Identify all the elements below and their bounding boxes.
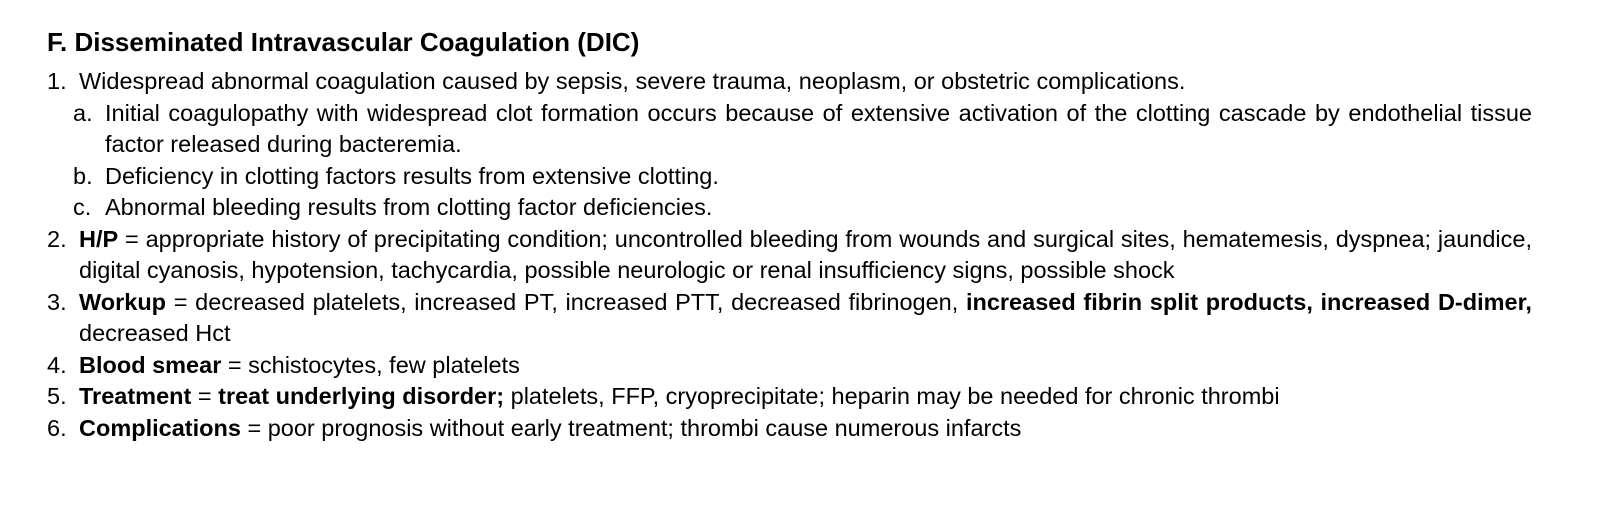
list-item-3 xyxy=(47,287,1532,350)
list-item-1 xyxy=(47,66,1532,98)
sub-item-text: Abnormal bleeding results from clotting factor deficiencies. xyxy=(105,194,713,220)
item-text: decreased platelets, increased PT, increased PTT, decreased fibrinogen, xyxy=(195,288,966,315)
numbered-list xyxy=(47,66,1562,444)
sub-item-text: Deficiency in clotting factors results from extensive clotting. xyxy=(105,162,719,189)
item-number: 3. xyxy=(47,288,67,315)
section-heading: F. Disseminated Intravascular Coagulation (DIC) xyxy=(47,27,640,57)
item-term: Complications xyxy=(79,414,241,441)
item-number: 1. xyxy=(47,68,67,94)
list-item-4 xyxy=(47,350,1532,382)
item-term: H/P xyxy=(79,225,119,252)
sub-item-c xyxy=(47,192,1532,224)
sub-item-letter: a. xyxy=(73,99,93,126)
item-number: 5. xyxy=(47,383,67,409)
item-separator: = xyxy=(118,225,146,252)
sub-item-b xyxy=(47,161,1532,193)
item-text-after: decreased Hct xyxy=(79,320,231,346)
sub-item-letter: c. xyxy=(73,194,92,220)
item-separator: = xyxy=(240,414,268,441)
item-separator: = xyxy=(191,383,219,409)
item-bold-text: treat underlying disorder; xyxy=(218,383,505,409)
list-item-5 xyxy=(47,381,1532,413)
item-text: poor prognosis without early treatment; thrombi cause numerous infarcts xyxy=(267,414,1022,441)
item-number: 2. xyxy=(47,225,67,252)
item-text: appropriate history of precipitating condition; uncontrolled bleeding from wounds and surgical sites, hematemesis, dyspnea; jaundice, digital cyanosis, hypotension, tachycardia, possible neurologic or renal insufficiency signs, possible shock xyxy=(79,225,1532,283)
sub-item-a xyxy=(47,98,1532,161)
list-item-2 xyxy=(47,224,1532,287)
sub-item-letter: b. xyxy=(73,162,93,189)
item-term: Blood smear xyxy=(79,351,222,378)
item-text: schistocytes, few platelets xyxy=(248,351,520,378)
sub-item-text: Initial coagulopathy with widespread clot formation occurs because of extensive activation of the clotting cascade by endothelial tissue factor released during bacteremia. xyxy=(105,99,1532,157)
item-separator: = xyxy=(221,351,249,378)
item-text-after: platelets, FFP, cryoprecipitate; heparin may be needed for chronic thrombi xyxy=(504,383,1280,409)
list-item-6 xyxy=(47,413,1532,445)
item-term: Treatment xyxy=(79,383,192,409)
item-separator: = xyxy=(166,288,196,315)
item-term: Workup xyxy=(79,288,167,315)
item-text: Widespread abnormal coagulation caused by sepsis, severe trauma, neoplasm, or obstetric complications. xyxy=(79,68,1186,94)
item-number: 6. xyxy=(47,414,67,441)
item-bold-text: increased fibrin split products, increased D-dimer, xyxy=(965,288,1532,315)
item-number: 4. xyxy=(47,351,67,378)
